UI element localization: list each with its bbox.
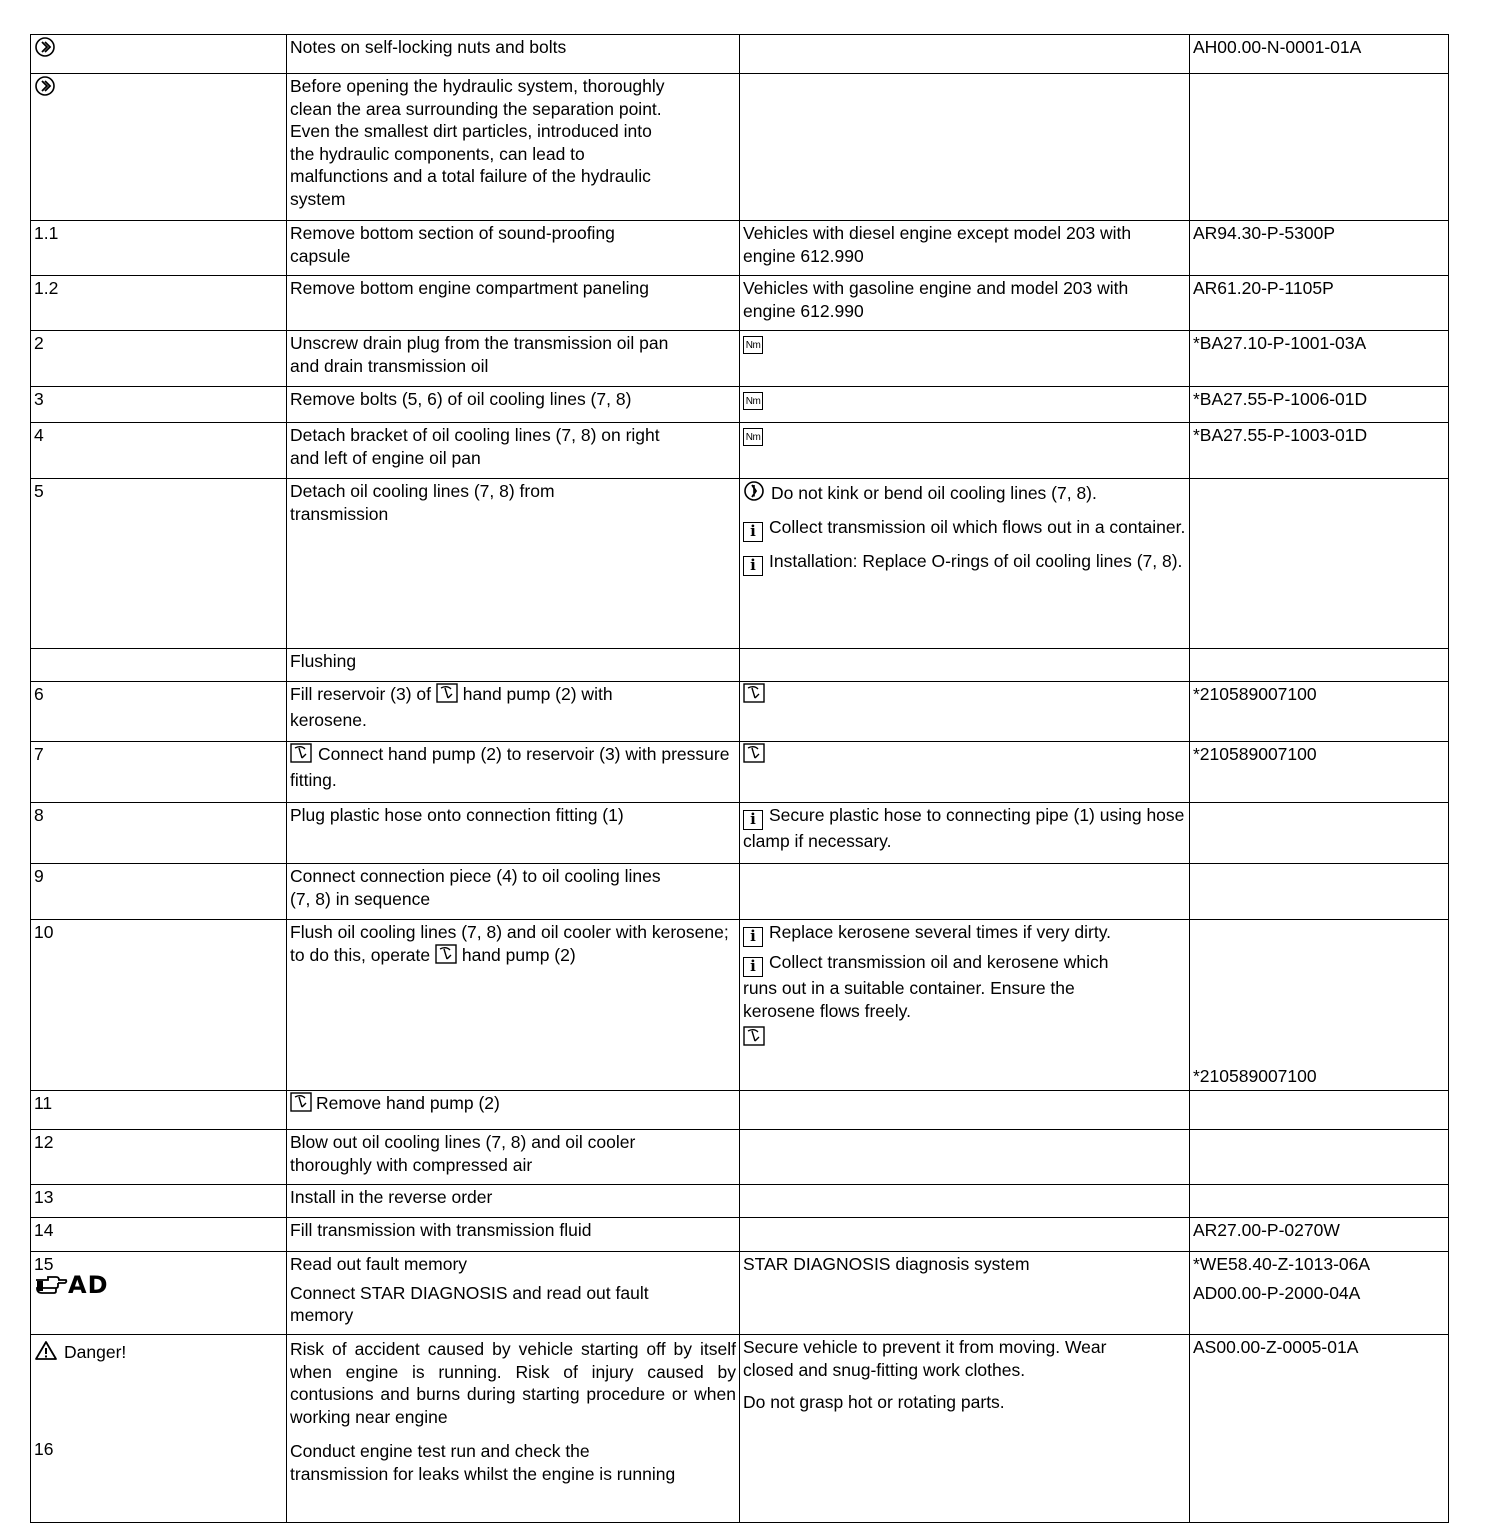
condition-cell <box>740 74 1190 221</box>
safety-instruction: Do not grasp hot or rotating parts. <box>743 1392 1005 1412</box>
condition-cell <box>740 682 1190 742</box>
pointing-hand-icon <box>34 1274 68 1302</box>
condition-cell <box>740 1335 1190 1523</box>
info-text: Collect transmission oil which flows out in a container. <box>769 516 1186 537</box>
table-row <box>31 331 1449 387</box>
condition-cell <box>740 1185 1190 1218</box>
condition-cell <box>740 1218 1190 1252</box>
step-cell <box>31 649 287 682</box>
table-row <box>31 276 1449 331</box>
table-row <box>31 649 1449 682</box>
circled-arrow-icon <box>34 36 56 64</box>
circled-exclamation-icon <box>743 480 765 508</box>
description-text: Detach oil cooling lines (7, 8) from transmission <box>290 481 555 524</box>
condition-cell <box>740 864 1190 920</box>
special-tool-icon[interactable] <box>290 743 312 769</box>
description-cell <box>287 221 740 276</box>
hydraulic-note: Before opening the hydraulic system, thoroughly clean the area surrounding the separation point. Even the smallest dirt particles, introduced into the hydraulic components, can lead to malfunctions and a total failure of the hydraulic system <box>290 76 665 209</box>
reference-cell <box>1190 1185 1449 1218</box>
step-cell: 12 <box>31 1130 287 1185</box>
table-row <box>31 221 1449 276</box>
table-row <box>31 35 1449 74</box>
info-icon: i <box>743 522 763 542</box>
condition-cell <box>740 649 1190 682</box>
reference-cell <box>1190 1130 1449 1185</box>
reference-cell <box>1190 1091 1449 1130</box>
description-text: hand pump (2) <box>461 944 576 965</box>
reference-cell <box>1190 803 1449 864</box>
reference-cell: AH00.00-N-0001-01A <box>1190 35 1449 74</box>
step-cell: 8 <box>31 803 287 864</box>
caution-note <box>743 480 1186 508</box>
special-tool-icon[interactable] <box>743 683 765 709</box>
special-tool-icon[interactable] <box>435 944 457 970</box>
description-cell <box>287 1130 740 1185</box>
info-note <box>743 550 1186 576</box>
condition-cell <box>740 387 1190 423</box>
step-cell <box>31 1335 287 1523</box>
table-row <box>31 479 1449 649</box>
danger-text: Danger! <box>64 1342 127 1362</box>
condition-cell <box>740 742 1190 803</box>
description-cell <box>287 423 740 479</box>
reference-link[interactable]: AD00.00-P-2000-04A <box>1193 1282 1361 1303</box>
description-cell <box>287 74 740 221</box>
reference-link[interactable]: *BA27.10-P-1001-03A <box>1190 331 1449 387</box>
reference-cell <box>1190 649 1449 682</box>
torque-icon[interactable]: Nm <box>743 428 763 446</box>
table-row <box>31 920 1449 1091</box>
description-text: Fill reservoir (3) of <box>290 684 431 704</box>
description-text: hand pump (2) with kerosene. <box>290 684 613 730</box>
info-note <box>743 921 1186 947</box>
special-tool-icon[interactable] <box>743 743 765 769</box>
reference-link[interactable]: AR94.30-P-5300P <box>1190 221 1449 276</box>
step-cell: 2 <box>31 331 287 387</box>
link-badge[interactable] <box>34 1270 283 1302</box>
info-text: Installation: Replace O-rings of oil cooling lines (7, 8). <box>769 550 1183 571</box>
table-row <box>31 803 1449 864</box>
description-cell: Notes on self-locking nuts and bolts <box>287 35 740 74</box>
reference-cell <box>1190 920 1449 1091</box>
table-row <box>31 1218 1449 1252</box>
condition-cell <box>740 1091 1190 1130</box>
table-row <box>31 387 1449 423</box>
reference-link[interactable]: AR61.20-P-1105P <box>1190 276 1449 331</box>
step-number: 15 <box>34 1254 54 1274</box>
step-cell: 7 <box>31 742 287 803</box>
step-cell: 14 <box>31 1218 287 1252</box>
description-text: Conduct engine test run and check the transmission for leaks whilst the engine is running <box>290 1441 676 1484</box>
danger-label <box>34 1340 283 1367</box>
description-cell <box>287 1091 740 1130</box>
warning-triangle-icon <box>34 1340 58 1367</box>
procedure-table <box>30 34 1449 1523</box>
condition-cell <box>740 331 1190 387</box>
condition-cell <box>740 1130 1190 1185</box>
description-text: Unscrew drain plug from the transmission oil pan and drain transmission oil <box>290 333 669 376</box>
step-number: 16 <box>34 1438 54 1459</box>
condition-cell <box>740 35 1190 74</box>
info-icon: i <box>743 810 763 830</box>
description-cell <box>287 864 740 920</box>
description-cell <box>287 1335 740 1523</box>
reference-link[interactable]: AS00.00-Z-0005-01A <box>1190 1335 1449 1523</box>
step-cell: 1.2 <box>31 276 287 331</box>
condition-text: Vehicles with diesel engine except model 203 with engine 612.990 <box>743 223 1132 266</box>
description-cell <box>287 479 740 649</box>
description-cell: Plug plastic hose onto connection fitting (1) <box>287 803 740 864</box>
condition-cell: STAR DIAGNOSIS diagnosis system <box>740 1252 1190 1335</box>
description-text: Read out fault memory <box>290 1254 468 1274</box>
step-cell: 3 <box>31 387 287 423</box>
circled-arrow-icon <box>34 75 56 103</box>
step-cell <box>31 35 287 74</box>
condition-cell <box>740 423 1190 479</box>
table-row <box>31 423 1449 479</box>
reference-cell <box>1190 864 1449 920</box>
reference-cell <box>1190 74 1449 221</box>
table-row <box>31 1252 1449 1335</box>
description-text: Remove hand pump (2) <box>316 1093 500 1113</box>
special-tool-icon[interactable] <box>290 1092 312 1118</box>
description-text: Remove bottom section of sound-proofing capsule <box>290 223 615 266</box>
info-icon: i <box>743 957 763 977</box>
description-cell: Fill transmission with transmission fluid <box>287 1218 740 1252</box>
description-cell <box>287 742 740 803</box>
description-cell <box>287 682 740 742</box>
reference-link[interactable]: *210589007100 <box>1190 742 1449 803</box>
link-badge-label: AD <box>68 1270 109 1299</box>
description-cell <box>287 1252 740 1335</box>
description-cell <box>287 331 740 387</box>
caution-text: Do not kink or bend oil cooling lines (7, 8). <box>771 483 1097 503</box>
danger-description: Risk of accident caused by vehicle starting off by itself when engine is running. Risk of injury caused by contusions and burns during starting procedure or when working near engine <box>290 1339 736 1427</box>
step-cell: 6 <box>31 682 287 742</box>
safety-instruction: Secure vehicle to prevent it from moving. Wear closed and snug-fitting work clothes. <box>743 1337 1107 1380</box>
reference-cell <box>1190 479 1449 649</box>
description-text: Connect connection piece (4) to oil cooling lines (7, 8) in sequence <box>290 866 661 909</box>
table-row <box>31 1335 1449 1523</box>
info-note <box>743 516 1186 542</box>
step-cell: 9 <box>31 864 287 920</box>
condition-cell <box>740 276 1190 331</box>
step-cell: 11 <box>31 1091 287 1130</box>
condition-text: Vehicles with gasoline engine and model 203 with engine 612.990 <box>743 278 1129 321</box>
step-cell <box>31 74 287 221</box>
description-text: Connect hand pump (2) to reservoir (3) with pressure fitting. <box>290 744 730 790</box>
table-row <box>31 1091 1449 1130</box>
description-cell <box>287 920 740 1091</box>
special-tool-icon[interactable] <box>436 683 458 709</box>
condition-cell <box>740 221 1190 276</box>
info-icon: i <box>743 927 763 947</box>
description-text: Blow out oil cooling lines (7, 8) and oil cooler thoroughly with compressed air <box>290 1132 636 1175</box>
info-text: Replace kerosene several times if very dirty. <box>769 922 1112 942</box>
table-row <box>31 742 1449 803</box>
step-cell <box>31 1252 287 1335</box>
description-text: Detach bracket of oil cooling lines (7, 8) on right and left of engine oil pan <box>290 425 660 468</box>
torque-icon[interactable]: Nm <box>743 336 763 354</box>
reference-link[interactable]: *BA27.55-P-1003-01D <box>1190 423 1449 479</box>
step-cell: 4 <box>31 423 287 479</box>
condition-cell <box>740 920 1190 1091</box>
info-icon: i <box>743 556 763 576</box>
step-cell: 5 <box>31 479 287 649</box>
info-text: Secure plastic hose to connecting pipe (1) using hose clamp if necessary. <box>743 805 1185 851</box>
reference-link[interactable]: *210589007100 <box>1193 1065 1317 1086</box>
reference-link[interactable]: *210589007100 <box>1190 682 1449 742</box>
description-cell: Remove bottom engine compartment paneling <box>287 276 740 331</box>
description-text: Flush oil cooling lines (7, 8) and oil cooler with kerosene; to do this, operate <box>290 922 729 965</box>
reference-link[interactable]: *BA27.55-P-1006-01D <box>1190 387 1449 423</box>
table-row <box>31 864 1449 920</box>
step-cell: 13 <box>31 1185 287 1218</box>
info-note <box>743 951 1143 1022</box>
condition-cell <box>740 479 1190 649</box>
reference-link[interactable]: AR27.00-P-0270W <box>1190 1218 1449 1252</box>
step-cell: 1.1 <box>31 221 287 276</box>
description-cell: Install in the reverse order <box>287 1185 740 1218</box>
condition-cell <box>740 803 1190 864</box>
reference-cell <box>1190 1252 1449 1335</box>
table-row <box>31 1130 1449 1185</box>
description-text: Connect STAR DIAGNOSIS and read out fault memory <box>290 1282 649 1325</box>
special-tool-icon[interactable] <box>743 1026 765 1052</box>
torque-icon[interactable]: Nm <box>743 392 763 410</box>
description-cell: Remove bolts (5, 6) of oil cooling lines (7, 8) <box>287 387 740 423</box>
info-text: Collect transmission oil and kerosene which runs out in a suitable container. Ensure the kerosene flows freely. <box>743 952 1109 1021</box>
table-row <box>31 682 1449 742</box>
table-row <box>31 74 1449 221</box>
table-row <box>31 1185 1449 1218</box>
reference-link[interactable]: *WE58.40-Z-1013-06A <box>1193 1254 1371 1274</box>
section-heading: Flushing <box>287 649 740 682</box>
step-cell: 10 <box>31 920 287 1091</box>
